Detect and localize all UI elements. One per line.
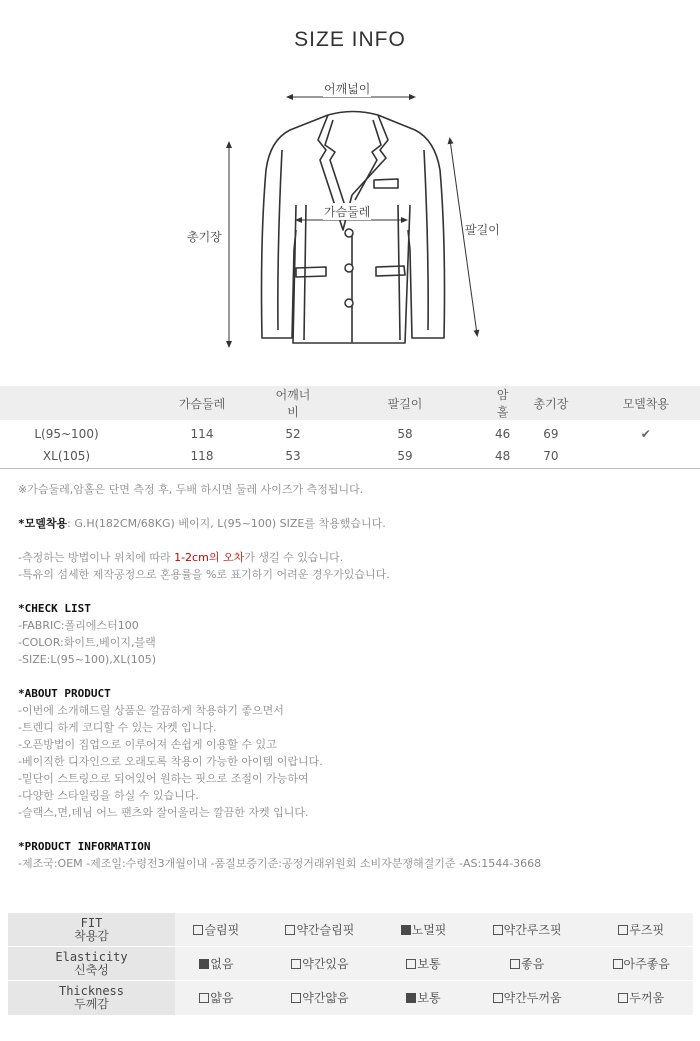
about-item: -트렌디 하게 코디할 수 있는 자켓 입니다. bbox=[18, 721, 217, 734]
model-check-icon: ✔ bbox=[640, 426, 651, 441]
size-cell: XL(105) bbox=[0, 444, 133, 468]
header-blank bbox=[0, 386, 133, 420]
fit-option-label: 노멀핏 bbox=[411, 923, 447, 937]
size-table bbox=[0, 386, 700, 469]
fit-option bbox=[382, 947, 465, 981]
about-item: -오픈방법이 집업으로 이루어져 손쉽게 이용할 수 있고 bbox=[18, 738, 277, 751]
fit-option-label: 보통 bbox=[417, 991, 441, 1006]
unchecked-box-icon bbox=[193, 925, 203, 935]
button-3 bbox=[345, 299, 353, 307]
fit-row-label-en: Thickness bbox=[58, 983, 125, 998]
check-list-title: *CHECK LIST bbox=[18, 602, 91, 615]
fit-option bbox=[589, 913, 693, 947]
fit-option-label: 약간두꺼움 bbox=[503, 991, 562, 1006]
fabric-note: -특유의 섬세한 제작공정으로 혼용률을 %로 표기하기 어려운 경우가있습니다. bbox=[18, 568, 390, 581]
fit-row-label-ko: 두께감 bbox=[74, 996, 109, 1011]
fit-option-label: 약간얇음 bbox=[302, 991, 349, 1006]
page-title: SIZE INFO bbox=[294, 28, 406, 51]
button-1 bbox=[345, 229, 353, 237]
fit-option-label: 약간있음 bbox=[302, 957, 349, 971]
unchecked-box-icon bbox=[618, 925, 628, 935]
shoulder-cell: 53 bbox=[271, 444, 315, 468]
check-item: -FABRIC:폴리에스터100 bbox=[18, 619, 139, 632]
about-item: -슬랙스,면,데님 어느 팬츠와 잘어울리는 깔끔한 자켓 입니다. bbox=[18, 806, 309, 819]
header-sleeve: 팔길이 bbox=[315, 386, 495, 420]
unchecked-box-icon bbox=[285, 925, 295, 935]
header-chest: 가슴둘레 bbox=[133, 386, 271, 420]
about-item: -다양한 스타일링을 하실 수 있습니다. bbox=[18, 789, 199, 802]
error-pre: -측정하는 방법이나 위치에 따라 bbox=[18, 551, 175, 564]
fit-row-header bbox=[8, 913, 175, 947]
jacket-outline bbox=[0, 70, 700, 370]
fit-option bbox=[258, 947, 383, 981]
header-shoulder: 어깨너비 bbox=[271, 386, 315, 420]
chest-label: 가슴둘레 bbox=[324, 205, 371, 219]
unchecked-box-icon bbox=[510, 959, 520, 969]
table-row bbox=[0, 420, 700, 444]
button-2 bbox=[345, 264, 353, 272]
fit-option bbox=[465, 913, 590, 947]
fit-row-header bbox=[8, 981, 175, 1015]
fit-option bbox=[382, 981, 465, 1015]
header-armhole: 암홀 bbox=[496, 388, 509, 419]
unchecked-box-icon bbox=[493, 993, 503, 1003]
jacket-diagram bbox=[0, 70, 700, 370]
fit-row bbox=[8, 981, 693, 1015]
fit-option-label: 슬림핏 bbox=[204, 923, 240, 937]
about-title: *ABOUT PRODUCT bbox=[18, 687, 111, 700]
shoulder-cell: 52 bbox=[285, 426, 301, 441]
check-item: -SIZE:L(95~100),XL(105) bbox=[18, 653, 157, 666]
fit-row-label-en: FIT bbox=[80, 915, 103, 930]
size-table-header bbox=[0, 386, 700, 420]
fit-row-label-ko: 착용감 bbox=[74, 928, 109, 943]
header-model: 모델착용 bbox=[592, 386, 700, 420]
error-post: 가 생길 수 있습니다. bbox=[244, 551, 344, 564]
length-cell: 70 bbox=[510, 444, 591, 468]
sleeve-cell: 59 bbox=[315, 444, 495, 468]
fit-row bbox=[8, 913, 693, 947]
fit-row-label-en: Elasticity bbox=[55, 949, 128, 964]
fit-option-label: 보통 bbox=[417, 957, 441, 971]
error-note bbox=[18, 549, 688, 566]
fit-option bbox=[465, 981, 590, 1015]
fit-row bbox=[8, 947, 693, 981]
fit-table bbox=[8, 912, 693, 1015]
model-text: : G.H(182CM/68KG) 베이지, L(95~100) SIZE를 착용했습니다. bbox=[67, 517, 386, 530]
fit-row-header bbox=[8, 947, 175, 981]
chest-cell: 118 bbox=[133, 444, 271, 468]
table-row bbox=[0, 444, 700, 468]
measure-note: ※가슴둘레,암홀은 단면 측정 후, 두배 하시면 둘레 사이즈가 측정됩니다. bbox=[18, 483, 364, 496]
shoulder-label: 어깨넓이 bbox=[324, 82, 371, 96]
product-info: -제조국:OEM -제조일:수령전3개월이내 -품질보증기준:공정거래위원회 소비자분쟁해결기준 -AS:1544-3668 bbox=[18, 857, 542, 870]
fit-option bbox=[175, 981, 258, 1015]
product-notes bbox=[18, 481, 688, 872]
fit-option-label: 루즈핏 bbox=[629, 923, 665, 937]
fit-option-label: 좋음 bbox=[521, 957, 545, 971]
length-label: 총기장 bbox=[187, 230, 222, 244]
unchecked-box-icon bbox=[406, 959, 416, 969]
about-item: -밑단이 스트링으로 되어있어 원하는 핏으로 조절이 가능하여 bbox=[18, 772, 309, 785]
fit-option bbox=[589, 947, 693, 981]
length-cell: 69 bbox=[543, 426, 559, 441]
model-cell bbox=[592, 444, 700, 468]
fit-option-label: 두꺼움 bbox=[629, 991, 665, 1006]
checked-box-icon bbox=[199, 959, 209, 969]
product-info-title: *PRODUCT INFORMATION bbox=[18, 840, 151, 853]
about-item: -베이직한 디자인으로 오래도록 착용이 가능한 아이템 이랍니다. bbox=[18, 755, 323, 768]
checked-box-icon bbox=[401, 925, 411, 935]
unchecked-box-icon bbox=[199, 993, 209, 1003]
fit-option bbox=[465, 947, 590, 981]
unchecked-box-icon bbox=[493, 925, 503, 935]
unchecked-box-icon bbox=[613, 959, 623, 969]
error-highlight: 1-2cm의 오차 bbox=[174, 551, 245, 564]
unchecked-box-icon bbox=[291, 993, 301, 1003]
checked-box-icon bbox=[406, 993, 416, 1003]
fit-option bbox=[589, 981, 693, 1015]
fit-row-label-ko: 신축성 bbox=[74, 962, 109, 977]
fit-option-label: 약간루즈핏 bbox=[503, 923, 562, 937]
fit-option-label: 아주좋음 bbox=[623, 957, 670, 971]
fit-option bbox=[258, 981, 383, 1015]
unchecked-box-icon bbox=[291, 959, 301, 969]
size-cell: L(95~100) bbox=[34, 426, 99, 441]
fit-option bbox=[382, 913, 465, 947]
fit-option bbox=[175, 947, 258, 981]
model-label: *모델착용 bbox=[18, 517, 68, 530]
model-note bbox=[18, 515, 688, 532]
fit-option-label: 없음 bbox=[210, 957, 234, 971]
fit-option-label: 약간슬림핏 bbox=[296, 923, 355, 937]
unchecked-box-icon bbox=[618, 993, 628, 1003]
check-item: -COLOR:화이트,베이지,블랙 bbox=[18, 636, 156, 649]
chest-cell: 114 bbox=[190, 426, 214, 441]
sleeve-label: 팔길이 bbox=[465, 223, 500, 237]
sleeve-cell: 58 bbox=[397, 426, 413, 441]
header-length: 총기장 bbox=[510, 386, 591, 420]
armhole-cell: 46 bbox=[495, 426, 511, 441]
fit-option bbox=[175, 913, 258, 947]
armhole-cell: 48 bbox=[495, 444, 510, 468]
fit-option-label: 얇음 bbox=[210, 991, 234, 1006]
fit-option bbox=[258, 913, 383, 947]
about-item: -이번에 소개해드릴 상품은 깔끔하게 착용하기 좋으면서 bbox=[18, 704, 284, 717]
